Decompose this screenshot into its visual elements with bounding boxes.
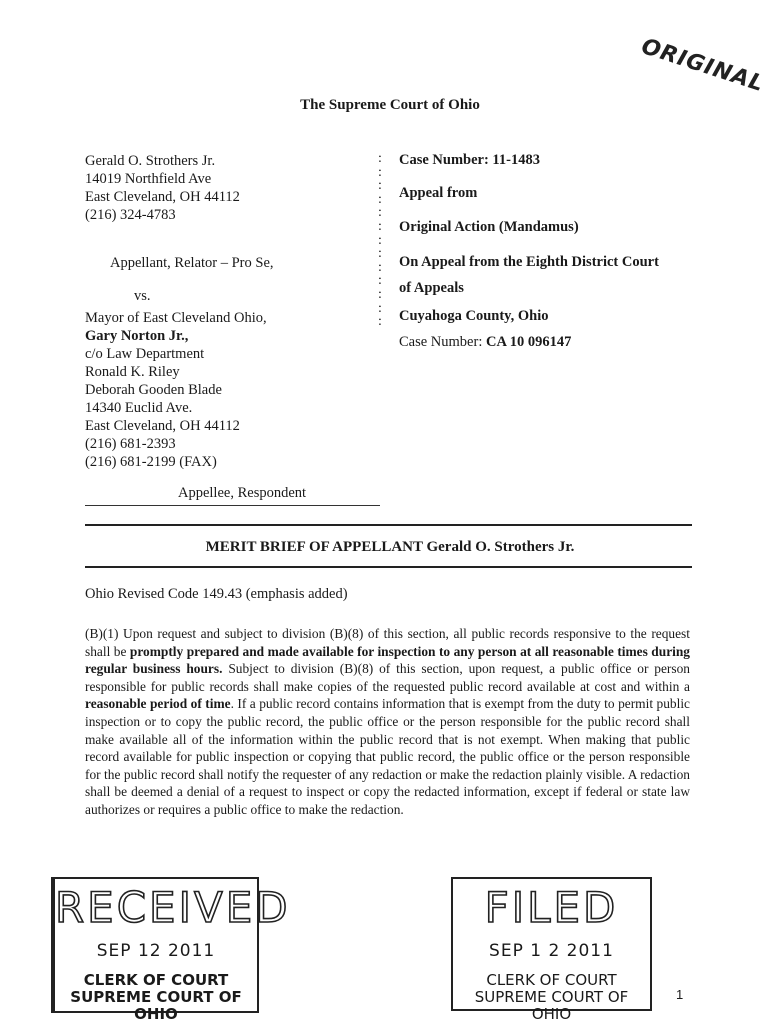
caption-colon: : bbox=[378, 218, 382, 234]
received-stamp-court: SUPREME COURT OF OHIO bbox=[70, 988, 242, 1023]
lower-case-number bbox=[399, 334, 571, 351]
statute-emphasis: promptly prepared and made available for inspection to any person at all reasonable times during regular business hours. bbox=[85, 643, 691, 677]
statute-segment: Subject to division (B)(8) of this section, upon request, a public office or person responsible for public records shall make copies of the requested public record available at cost and within a bbox=[85, 661, 690, 694]
caption-colon: : bbox=[378, 191, 382, 207]
original-stamp: ORIGINAL bbox=[638, 34, 768, 98]
appellee-line: Deborah Gooden Blade bbox=[85, 382, 222, 398]
appellant-name: Gerald O. Strothers Jr. bbox=[85, 153, 216, 169]
appeal-court-line-1: On Appeal from the Eighth District Court bbox=[399, 254, 659, 270]
filed-stamp-word: FILED bbox=[484, 883, 619, 932]
caption-separator bbox=[378, 152, 382, 329]
caption-colon: : bbox=[378, 246, 382, 262]
received-stamp-clerk: CLERK OF COURT bbox=[83, 971, 229, 989]
statute-reference: Ohio Revised Code 149.43 (emphasis added) bbox=[85, 586, 348, 602]
signature-rule bbox=[85, 505, 380, 506]
caption-colon: : bbox=[378, 164, 382, 180]
title-rule-top bbox=[85, 524, 692, 526]
appellant-address-block bbox=[85, 152, 240, 224]
filed-stamp-court: SUPREME COURT OF OHIO bbox=[474, 988, 629, 1023]
county: Cuyahoga County, Ohio bbox=[399, 308, 549, 324]
caption-colon: : bbox=[378, 300, 382, 316]
lower-case-label: Case Number: bbox=[399, 334, 483, 350]
page-number: 1 bbox=[676, 987, 684, 1002]
appeal-court-line-2: of Appeals bbox=[399, 280, 464, 296]
appellant-role: Appellant, Relator – Pro Se, bbox=[110, 255, 274, 271]
appellant-city: East Cleveland, OH 44112 bbox=[85, 189, 240, 205]
title-rule-bottom bbox=[85, 566, 692, 568]
statute-emphasis: reasonable period of time bbox=[85, 696, 231, 712]
received-stamp-word: RECEIVED bbox=[55, 883, 291, 932]
caption-colon: : bbox=[378, 273, 382, 289]
statute-segment: . If a public record contains information that is exempt from the duty to permit public inspection or to copy the public record, the public office or the person responsible for the public record shall make available all of the information within the public record that is not exempt. When making that public record available for public inspection or copying that public record, the public office or the person responsible for the public record shall notify the requester of any redaction or make the redaction plainly visible. A redaction shall be deemed a denial of a request to inspect or copy the redacted information, except if federal or state law authorizes or requires a public office to make the redaction. bbox=[85, 696, 690, 817]
appellee-name: Gary Norton Jr., bbox=[85, 328, 189, 344]
appellee-line: 14340 Euclid Ave. bbox=[85, 400, 193, 416]
filed-stamp-clerk: CLERK OF COURT bbox=[486, 971, 617, 989]
appellee-line: Mayor of East Cleveland Ohio, bbox=[85, 310, 267, 326]
received-stamp-date: SEP 12 2011 bbox=[96, 941, 216, 961]
appellee-role: Appellee, Respondent bbox=[178, 485, 307, 501]
appeal-from-label: Appeal from bbox=[399, 185, 478, 201]
lower-case-value: CA 10 096147 bbox=[485, 334, 572, 350]
appellee-line: Ronald K. Riley bbox=[85, 364, 180, 380]
caption-colon: : bbox=[378, 151, 382, 166]
caption-colon: : bbox=[378, 232, 382, 248]
filed-stamp bbox=[451, 877, 652, 1023]
caption-colon: : bbox=[378, 205, 382, 221]
appellant-street: 14019 Northfield Ave bbox=[85, 171, 212, 187]
statute-paragraph bbox=[85, 625, 690, 819]
action-type: Original Action (Mandamus) bbox=[399, 219, 579, 235]
appellee-line: (216) 681-2393 bbox=[85, 436, 176, 452]
appellee-address-block bbox=[85, 309, 267, 471]
filed-stamp-date: SEP 1 2 2011 bbox=[489, 941, 614, 961]
appellee-line: c/o Law Department bbox=[85, 346, 205, 362]
versus-label: vs. bbox=[134, 288, 151, 304]
appellee-line: (216) 681-2199 (FAX) bbox=[85, 454, 217, 470]
appellee-line: East Cleveland, OH 44112 bbox=[85, 418, 240, 434]
caption-colon: : bbox=[378, 286, 382, 302]
court-title: The Supreme Court of Ohio bbox=[300, 97, 480, 113]
brief-title: MERIT BRIEF OF APPELLANT Gerald O. Strothers Jr. bbox=[205, 539, 575, 555]
statute-segment: (B)(1) Upon request and subject to division (B)(8) of this section, all public records responsive to the request shall be bbox=[85, 626, 690, 659]
received-stamp bbox=[51, 877, 291, 1023]
case-number: Case Number: 11-1483 bbox=[399, 152, 540, 168]
caption-colon: : bbox=[378, 314, 382, 330]
appellant-phone: (216) 324-4783 bbox=[85, 207, 176, 223]
caption-colon: : bbox=[378, 178, 382, 194]
caption-colon: : bbox=[378, 259, 382, 275]
